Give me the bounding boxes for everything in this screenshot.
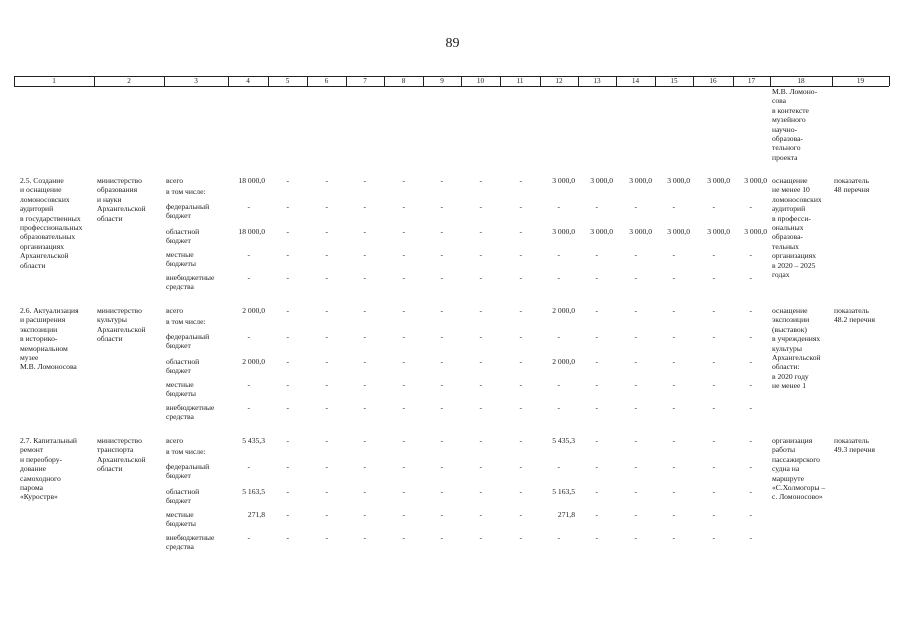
amount-cell: 3 000,0	[744, 227, 767, 236]
amount-cell: -	[712, 403, 715, 412]
amount-cell: -	[440, 436, 443, 445]
column-header: 4	[246, 77, 250, 85]
amount-cell: -	[672, 306, 675, 315]
amount-cell: -	[634, 250, 637, 259]
amount-cell: -	[363, 462, 366, 471]
funding-source: всего	[166, 176, 184, 185]
amount-cell: -	[749, 332, 752, 341]
amount-cell: -	[286, 510, 289, 519]
funding-source: федеральный бюджет	[166, 202, 210, 221]
column-header: 3	[194, 77, 198, 85]
amount-cell: -	[519, 202, 522, 211]
amount-cell: -	[440, 273, 443, 282]
amount-cell: -	[519, 403, 522, 412]
amount-cell: 5 435,3	[242, 436, 265, 445]
amount-cell: -	[402, 533, 405, 542]
measure-name: 2.5. Создание и оснащение ломоносовских аудиторий в государственных профессиональных образовательных организациях Архангельской области	[20, 176, 83, 270]
amount-cell: -	[440, 533, 443, 542]
column-header: 10	[476, 77, 485, 85]
amount-cell: -	[712, 202, 715, 211]
amount-cell: -	[325, 227, 328, 236]
amount-cell: 2 000,0	[242, 306, 265, 315]
amount-cell: -	[325, 436, 328, 445]
amount-cell: -	[749, 306, 752, 315]
amount-cell: 2 000,0	[242, 357, 265, 366]
column-divider	[889, 76, 890, 86]
amount-cell: -	[557, 403, 560, 412]
amount-cell: 18 000,0	[238, 227, 265, 236]
amount-cell: -	[402, 487, 405, 496]
amount-cell: -	[712, 436, 715, 445]
amount-cell: 18 000,0	[238, 176, 265, 185]
amount-cell: -	[672, 487, 675, 496]
amount-cell: -	[479, 462, 482, 471]
amount-cell: -	[479, 273, 482, 282]
funding-source: всего	[166, 436, 184, 445]
amount-cell: -	[325, 273, 328, 282]
amount-cell: -	[519, 176, 522, 185]
amount-cell: -	[325, 357, 328, 366]
amount-cell: -	[363, 510, 366, 519]
funding-source: в том числе:	[166, 447, 206, 456]
amount-cell: -	[519, 436, 522, 445]
amount-cell: -	[595, 436, 598, 445]
amount-cell: -	[672, 533, 675, 542]
amount-cell: -	[595, 533, 598, 542]
amount-cell: -	[402, 332, 405, 341]
amount-cell: -	[672, 332, 675, 341]
amount-cell: -	[440, 403, 443, 412]
amount-cell: -	[363, 403, 366, 412]
column-header: 19	[856, 77, 865, 85]
column-header: 9	[440, 77, 444, 85]
executor-name: министерство культуры Архангельской области	[97, 306, 146, 344]
page-number: 89	[445, 36, 460, 51]
column-header: 15	[670, 77, 678, 85]
amount-cell: 3 000,0	[552, 227, 575, 236]
amount-cell: 5 435,3	[552, 436, 575, 445]
amount-cell: -	[402, 306, 405, 315]
amount-cell: -	[402, 227, 405, 236]
result-text: организация работы пассажирского судна на маршруте «С.Холмогоры – с. Ломоносово»	[772, 436, 826, 502]
amount-cell: 3 000,0	[629, 227, 652, 236]
amount-cell: 3 000,0	[590, 227, 613, 236]
amount-cell: -	[363, 533, 366, 542]
amount-cell: -	[479, 227, 482, 236]
funding-source: в том числе:	[166, 317, 206, 326]
amount-cell: -	[402, 273, 405, 282]
amount-cell: -	[286, 202, 289, 211]
column-header: 7	[363, 77, 367, 85]
amount-cell: -	[479, 332, 482, 341]
amount-cell: -	[479, 380, 482, 389]
amount-cell: -	[325, 403, 328, 412]
amount-cell: -	[247, 250, 250, 259]
amount-cell: -	[286, 273, 289, 282]
amount-cell: -	[363, 332, 366, 341]
amount-cell: -	[325, 487, 328, 496]
amount-cell: -	[519, 462, 522, 471]
amount-cell: -	[595, 250, 598, 259]
amount-cell: -	[286, 176, 289, 185]
amount-cell: -	[712, 332, 715, 341]
amount-cell: -	[519, 510, 522, 519]
amount-cell: -	[672, 462, 675, 471]
column-header: 2	[127, 77, 131, 85]
funding-source: внебюджетные средства	[166, 403, 215, 422]
amount-cell: -	[363, 357, 366, 366]
amount-cell: -	[440, 202, 443, 211]
amount-cell: -	[634, 202, 637, 211]
funding-source: внебюджетные средства	[166, 533, 215, 552]
amount-cell: -	[402, 202, 405, 211]
amount-cell: -	[749, 273, 752, 282]
amount-cell: -	[557, 273, 560, 282]
amount-cell: -	[440, 510, 443, 519]
amount-cell: -	[479, 176, 482, 185]
measure-name: 2.7. Капитальный ремонт и переобору- дование самоходного парома «Курострв»	[20, 436, 77, 502]
amount-cell: -	[557, 533, 560, 542]
amount-cell: -	[440, 357, 443, 366]
column-header: 5	[285, 77, 290, 85]
amount-cell: -	[672, 202, 675, 211]
result-text: оснащение экспозиции (выставок) в учреждениях культуры Архангельской области: в 2020 году не менее 1	[772, 306, 821, 391]
funding-source: всего	[166, 306, 184, 315]
amount-cell: -	[595, 357, 598, 366]
amount-cell: 3 000,0	[744, 176, 767, 185]
amount-cell: -	[479, 403, 482, 412]
amount-cell: -	[325, 380, 328, 389]
column-header: 14	[631, 77, 640, 85]
amount-cell: -	[595, 306, 598, 315]
amount-cell: -	[595, 403, 598, 412]
amount-cell: -	[749, 436, 752, 445]
amount-cell: -	[634, 332, 637, 341]
amount-cell: -	[595, 332, 598, 341]
indicator-text: показатель 48 перечня	[834, 176, 870, 195]
amount-cell: -	[595, 202, 598, 211]
amount-cell: 2 000,0	[552, 357, 575, 366]
funding-source: внебюджетные средства	[166, 273, 215, 292]
amount-cell: -	[595, 380, 598, 389]
amount-cell: -	[286, 306, 289, 315]
column-header: 6	[324, 77, 329, 85]
funding-source: федеральный бюджет	[166, 462, 210, 481]
amount-cell: -	[247, 380, 250, 389]
amount-cell: -	[672, 380, 675, 389]
amount-cell: -	[595, 487, 598, 496]
column-header: 1	[52, 77, 56, 85]
amount-cell: 3 000,0	[667, 176, 690, 185]
amount-cell: -	[286, 533, 289, 542]
amount-cell: -	[286, 380, 289, 389]
funding-source: местные бюджеты	[166, 510, 196, 529]
amount-cell: -	[634, 436, 637, 445]
indicator-text: показатель 48.2 перечня	[834, 306, 875, 325]
column-header: 8	[401, 77, 406, 85]
amount-cell: -	[402, 250, 405, 259]
amount-cell: -	[749, 380, 752, 389]
amount-cell: -	[479, 357, 482, 366]
amount-cell: -	[247, 332, 250, 341]
amount-cell: -	[712, 510, 715, 519]
amount-cell: -	[672, 357, 675, 366]
funding-source: областной бюджет	[166, 227, 200, 246]
amount-cell: -	[325, 306, 328, 315]
amount-cell: -	[286, 250, 289, 259]
amount-cell: -	[402, 403, 405, 412]
measure-name: 2.6. Актуализация и расширения экспозиции в историко- мемориальном музее М.В. Ломоносова	[20, 306, 79, 372]
amount-cell: -	[749, 357, 752, 366]
amount-cell: -	[479, 202, 482, 211]
amount-cell: -	[286, 436, 289, 445]
amount-cell: -	[479, 510, 482, 519]
amount-cell: -	[519, 227, 522, 236]
amount-cell: -	[363, 227, 366, 236]
amount-cell: -	[402, 462, 405, 471]
amount-cell: -	[749, 487, 752, 496]
amount-cell: -	[479, 306, 482, 315]
amount-cell: -	[479, 487, 482, 496]
funding-source: областной бюджет	[166, 357, 200, 376]
amount-cell: 271,8	[557, 510, 575, 519]
amount-cell: -	[634, 487, 637, 496]
amount-cell: -	[402, 436, 405, 445]
amount-cell: -	[712, 250, 715, 259]
amount-cell: -	[363, 176, 366, 185]
amount-cell: -	[325, 533, 328, 542]
amount-cell: -	[363, 487, 366, 496]
amount-cell: 3 000,0	[590, 176, 613, 185]
amount-cell: -	[325, 202, 328, 211]
amount-cell: 3 000,0	[629, 176, 652, 185]
column-header: 12	[555, 77, 563, 85]
amount-cell: -	[440, 250, 443, 259]
amount-cell: -	[519, 332, 522, 341]
amount-cell: -	[634, 380, 637, 389]
amount-cell: -	[402, 176, 405, 185]
amount-cell: -	[672, 510, 675, 519]
amount-cell: -	[595, 462, 598, 471]
amount-cell: -	[479, 533, 482, 542]
amount-cell: -	[363, 380, 366, 389]
amount-cell: -	[247, 273, 250, 282]
amount-cell: -	[672, 403, 675, 412]
amount-cell: -	[247, 403, 250, 412]
amount-cell: -	[286, 487, 289, 496]
amount-cell: -	[363, 273, 366, 282]
amount-cell: -	[363, 202, 366, 211]
amount-cell: 5 163,5	[552, 487, 575, 496]
funding-source: в том числе:	[166, 187, 206, 196]
amount-cell: -	[402, 510, 405, 519]
amount-cell: -	[325, 462, 328, 471]
amount-cell: -	[363, 306, 366, 315]
funding-source: местные бюджеты	[166, 250, 196, 269]
amount-cell: -	[672, 436, 675, 445]
amount-cell: -	[595, 510, 598, 519]
amount-cell: 271,8	[247, 510, 265, 519]
amount-cell: -	[749, 533, 752, 542]
amount-cell: 3 000,0	[552, 176, 575, 185]
amount-cell: -	[440, 332, 443, 341]
amount-cell: -	[325, 510, 328, 519]
amount-cell: -	[634, 273, 637, 282]
column-header: 13	[593, 77, 601, 85]
amount-cell: -	[286, 403, 289, 412]
amount-cell: -	[479, 436, 482, 445]
amount-cell: -	[557, 332, 560, 341]
amount-cell: -	[286, 332, 289, 341]
amount-cell: -	[440, 227, 443, 236]
funding-source: местные бюджеты	[166, 380, 196, 399]
column-header: 18	[797, 77, 805, 85]
amount-cell: -	[749, 510, 752, 519]
funding-source: областной бюджет	[166, 487, 200, 506]
amount-cell: -	[363, 250, 366, 259]
amount-cell: -	[634, 403, 637, 412]
amount-cell: 3 000,0	[667, 227, 690, 236]
amount-cell: -	[519, 380, 522, 389]
amount-cell: -	[402, 357, 405, 366]
amount-cell: -	[247, 202, 250, 211]
amount-cell: -	[749, 250, 752, 259]
amount-cell: -	[634, 462, 637, 471]
amount-cell: -	[519, 250, 522, 259]
amount-cell: -	[363, 436, 366, 445]
continued-result-text: М.В. Ломоно- сова в контексте музейного научно- образова- тельного проекта	[772, 87, 818, 162]
column-header: 11	[516, 77, 524, 85]
amount-cell: -	[519, 273, 522, 282]
amount-cell: -	[325, 176, 328, 185]
amount-cell: 2 000,0	[552, 306, 575, 315]
amount-cell: -	[325, 250, 328, 259]
amount-cell: -	[749, 403, 752, 412]
amount-cell: -	[557, 380, 560, 389]
amount-cell: -	[440, 380, 443, 389]
amount-cell: -	[440, 487, 443, 496]
amount-cell: -	[749, 462, 752, 471]
amount-cell: -	[402, 380, 405, 389]
amount-cell: -	[440, 306, 443, 315]
amount-cell: -	[519, 357, 522, 366]
amount-cell: -	[712, 380, 715, 389]
amount-cell: -	[672, 250, 675, 259]
executor-name: министерство транспорта Архангельской области	[97, 436, 146, 474]
amount-cell: 3 000,0	[707, 176, 730, 185]
amount-cell: -	[557, 202, 560, 211]
amount-cell: -	[749, 202, 752, 211]
amount-cell: -	[519, 306, 522, 315]
amount-cell: -	[712, 487, 715, 496]
header-bottom-border	[14, 86, 889, 87]
amount-cell: -	[557, 250, 560, 259]
amount-cell: -	[325, 332, 328, 341]
amount-cell: -	[247, 462, 250, 471]
result-text: оснащение не менее 10 ломоносовских аудиторий в професси- ональных образова- тельных организациях в 2020 – 2025 годах	[772, 176, 822, 280]
amount-cell: 5 163,5	[242, 487, 265, 496]
amount-cell: -	[672, 273, 675, 282]
amount-cell: -	[440, 462, 443, 471]
amount-cell: -	[712, 357, 715, 366]
amount-cell: -	[440, 176, 443, 185]
executor-name: министерство образования и науки Архангельской области	[97, 176, 146, 223]
amount-cell: -	[557, 462, 560, 471]
amount-cell: -	[247, 533, 250, 542]
amount-cell: -	[519, 487, 522, 496]
amount-cell: -	[712, 462, 715, 471]
indicator-text: показатель 49.3 перечня	[834, 436, 875, 455]
amount-cell: -	[634, 533, 637, 542]
amount-cell: -	[286, 227, 289, 236]
amount-cell: -	[286, 462, 289, 471]
amount-cell: -	[595, 273, 598, 282]
column-header: 17	[747, 77, 756, 85]
column-header: 16	[709, 77, 717, 85]
amount-cell: -	[634, 306, 637, 315]
amount-cell: -	[712, 306, 715, 315]
amount-cell: -	[286, 357, 289, 366]
funding-source: федеральный бюджет	[166, 332, 210, 351]
amount-cell: -	[479, 250, 482, 259]
amount-cell: 3 000,0	[707, 227, 730, 236]
amount-cell: -	[712, 273, 715, 282]
amount-cell: -	[712, 533, 715, 542]
amount-cell: -	[519, 533, 522, 542]
amount-cell: -	[634, 510, 637, 519]
amount-cell: -	[634, 357, 637, 366]
